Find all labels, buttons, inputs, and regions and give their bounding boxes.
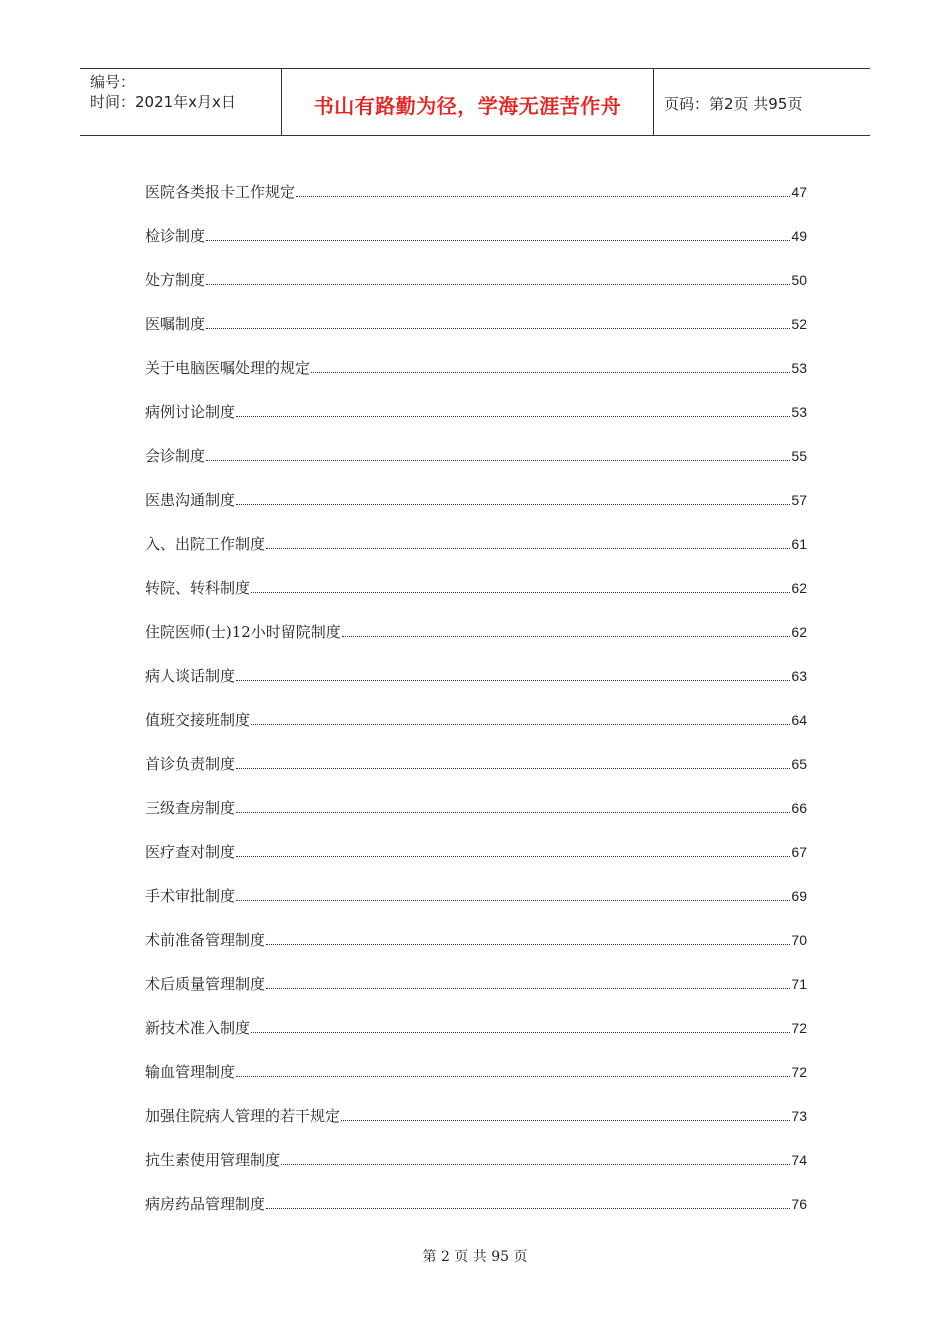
toc-dot-leader: [342, 636, 791, 637]
toc-entry-page: 67: [791, 844, 807, 860]
toc-entry[interactable]: [145, 996, 807, 1040]
toc-dot-leader: [266, 988, 790, 989]
toc-entry-title: 医疗查对制度: [145, 843, 236, 861]
toc-entry[interactable]: [145, 556, 807, 600]
header-motto: 书山有路勤为径，学海无涯苦作舟: [313, 93, 622, 118]
toc-dot-leader: [236, 416, 790, 417]
toc-entry-title: 会诊制度: [145, 447, 206, 465]
document-code-label: 编号：: [90, 73, 136, 91]
toc-entry-page: 55: [791, 448, 807, 464]
toc-entry[interactable]: [145, 600, 807, 644]
toc-entry-title: 关于电脑医嘱处理的规定: [145, 359, 311, 377]
toc-entry-page: 57: [791, 492, 807, 508]
toc-entry[interactable]: [145, 336, 807, 380]
toc-entry-title: 医患沟通制度: [145, 491, 236, 509]
toc-dot-leader: [266, 944, 790, 945]
toc-entry[interactable]: [145, 204, 807, 248]
toc-dot-leader: [311, 372, 790, 373]
toc-entry-page: 50: [791, 272, 807, 288]
toc-entry-title: 术前准备管理制度: [145, 931, 266, 949]
toc-dot-leader: [236, 856, 790, 857]
toc-dot-leader: [251, 724, 790, 725]
toc-dot-leader: [206, 240, 790, 241]
toc-entry[interactable]: [145, 424, 807, 468]
toc-entry-title: 输血管理制度: [145, 1063, 236, 1081]
toc-dot-leader: [236, 504, 790, 505]
toc-entry-page: 52: [791, 316, 807, 332]
toc-dot-leader: [341, 1120, 790, 1121]
toc-entry-title: 加强住院病人管理的若干规定: [145, 1107, 341, 1125]
toc-entry-page: 72: [791, 1020, 807, 1036]
toc-entry[interactable]: [145, 864, 807, 908]
toc-dot-leader: [206, 284, 790, 285]
toc-entry[interactable]: [145, 1040, 807, 1084]
toc-dot-leader: [296, 196, 790, 197]
toc-dot-leader: [251, 1032, 790, 1033]
table-of-contents: [145, 160, 807, 1216]
header-meta-cell: [80, 69, 282, 135]
toc-entry[interactable]: [145, 1128, 807, 1172]
toc-dot-leader: [281, 1164, 790, 1165]
toc-dot-leader: [236, 812, 790, 813]
toc-entry-title: 病房药品管理制度: [145, 1195, 266, 1213]
toc-entry-page: 62: [791, 624, 807, 640]
toc-entry[interactable]: [145, 468, 807, 512]
toc-entry-page: 76: [791, 1196, 807, 1212]
toc-dot-leader: [236, 900, 790, 901]
toc-entry[interactable]: [145, 732, 807, 776]
header-page-cell: [654, 69, 870, 135]
toc-dot-leader: [236, 680, 790, 681]
toc-entry[interactable]: [145, 380, 807, 424]
toc-entry-title: 抗生素使用管理制度: [145, 1151, 281, 1169]
toc-entry-page: 64: [791, 712, 807, 728]
toc-entry[interactable]: [145, 292, 807, 336]
toc-entry-title: 入、出院工作制度: [145, 535, 266, 553]
toc-entry-page: 72: [791, 1064, 807, 1080]
toc-dot-leader: [236, 1076, 790, 1077]
toc-entry-page: 53: [791, 360, 807, 376]
toc-entry-title: 病人谈话制度: [145, 667, 236, 685]
toc-entry[interactable]: [145, 776, 807, 820]
toc-entry[interactable]: [145, 1084, 807, 1128]
toc-entry-page: 74: [791, 1152, 807, 1168]
toc-dot-leader: [206, 328, 790, 329]
toc-entry-page: 73: [791, 1108, 807, 1124]
toc-entry[interactable]: [145, 688, 807, 732]
toc-entry-title: 处方制度: [145, 271, 206, 289]
toc-entry-title: 医院各类报卡工作规定: [145, 183, 296, 201]
toc-entry[interactable]: [145, 160, 807, 204]
toc-entry[interactable]: [145, 644, 807, 688]
toc-entry-title: 新技术准入制度: [145, 1019, 251, 1037]
toc-entry-page: 69: [791, 888, 807, 904]
toc-entry-title: 值班交接班制度: [145, 711, 251, 729]
toc-entry[interactable]: [145, 248, 807, 292]
page-header: [80, 68, 870, 136]
toc-entry-page: 70: [791, 932, 807, 948]
toc-dot-leader: [266, 1208, 790, 1209]
toc-entry-title: 医嘱制度: [145, 315, 206, 333]
toc-entry-page: 61: [791, 536, 807, 552]
page-footer: 第 2 页 共 95 页: [422, 1249, 528, 1265]
toc-entry-page: 49: [791, 228, 807, 244]
header-page-info: 页码：第2页 共95页: [664, 94, 803, 113]
toc-entry-title: 转院、转科制度: [145, 579, 251, 597]
document-date: 时间：2021年x月x日: [90, 93, 236, 111]
toc-entry-title: 住院医师(士)12小时留院制度: [145, 623, 341, 641]
toc-entry-title: 病例讨论制度: [145, 403, 236, 421]
toc-entry-title: 三级查房制度: [145, 799, 236, 817]
toc-entry-page: 71: [791, 976, 807, 992]
toc-entry-title: 首诊负责制度: [145, 755, 236, 773]
toc-entry-title: 检诊制度: [145, 227, 206, 245]
toc-dot-leader: [251, 592, 790, 593]
toc-dot-leader: [266, 548, 790, 549]
toc-entry[interactable]: [145, 908, 807, 952]
toc-entry-page: 53: [791, 404, 807, 420]
toc-entry[interactable]: [145, 952, 807, 996]
toc-entry-page: 62: [791, 580, 807, 596]
toc-dot-leader: [236, 768, 790, 769]
toc-entry-page: 63: [791, 668, 807, 684]
toc-entry[interactable]: [145, 512, 807, 556]
toc-entry[interactable]: [145, 1172, 807, 1216]
toc-dot-leader: [206, 460, 790, 461]
toc-entry-title: 术后质量管理制度: [145, 975, 266, 993]
toc-entry-page: 65: [791, 756, 807, 772]
toc-entry-page: 47: [791, 184, 807, 200]
header-motto-cell: [282, 69, 654, 135]
toc-entry-page: 66: [791, 800, 807, 816]
toc-entry-title: 手术审批制度: [145, 887, 236, 905]
toc-entry[interactable]: [145, 820, 807, 864]
